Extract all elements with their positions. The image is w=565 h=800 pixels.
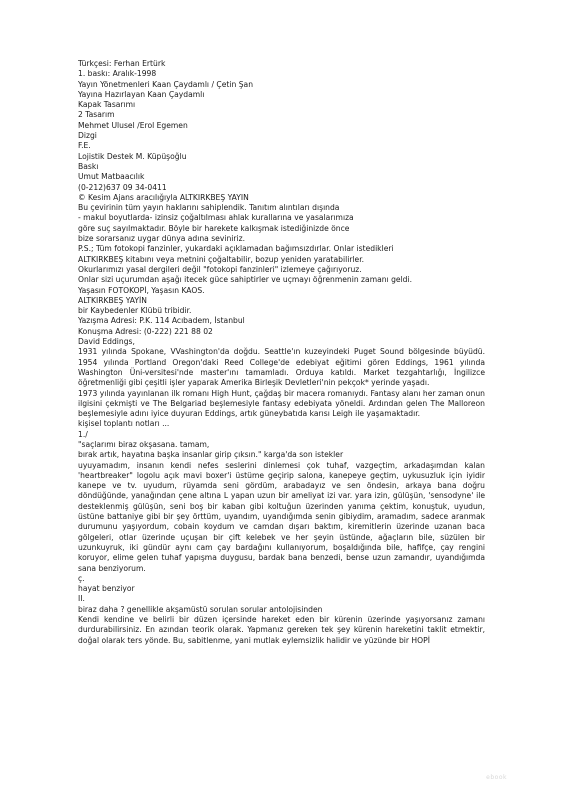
text-line: F.E. xyxy=(78,141,91,151)
text-line: Lojistik Destek M. Küpüşoğlu xyxy=(78,151,187,161)
text-line: Kapak Tasarımı xyxy=(78,100,136,110)
text-line: bırak artık, hayatına başka insanlar girip çıksın." karga'da son istekler xyxy=(78,450,344,460)
text-line: © Kesim Ajans aracılığıyla ALTKIRKBEŞ YAYIN xyxy=(78,192,249,202)
text-line: II. xyxy=(78,594,85,604)
bio-paragraph-2: 1973 yılında yayınlanan ilk romanı High Hunt, çağdaş bir macera romanıydı. Fantasy alanı her zaman onun ilgisini çekmişti ve The Belgariad beşlemesiyle fantasy edebiyata yöneldi. Ardından gelen The Malloreon beşlemesiyle adını iyice duyuran Eddings, artık güneybatıda karısı Leigh ile yaşamaktadır. xyxy=(78,388,485,419)
text-line: ALTKIRKBEŞ kitabını veya metnini çoğaltabilir, bozup yeniden yaratabilirler. xyxy=(78,254,365,264)
bio-paragraph-1: 1931 yılında Spokane, VVashington'da doğdu. Seattle'ın kuzeyindeki Puget Sound bölgesinde büyüdü. 1954 yılında Portland Oregon'daki Reed College'de edebiyat eğitimi gören Eddings, 1961 yılında Washington Üni-versitesi'nde master'ını tamamladı. Orduya katıldı. Market tezgahtarlığı, İngilizce öğretmenliği gibi çeşitli işler yaparak Amerika Birleşik Devletleri'nin pekçok* yerinde yaşadı. xyxy=(78,347,485,388)
text-line: 2 Tasarım xyxy=(78,110,115,120)
text-line: - makul boyutlarda- izinsiz çoğaltılması ahlak kurallarına ve yasalarımıza xyxy=(78,213,354,223)
text-line: David Eddings, xyxy=(78,337,135,347)
text-line: bize sorarsanız uygar dünya adına seviniriz. xyxy=(78,234,246,244)
imprint-block xyxy=(78,59,485,347)
text-line: Bu çevirinin tüm yayın haklarını sahiplendik. Tanıtım alıntıları dışında xyxy=(78,203,340,213)
text-line: 1. baskı: Aralık-1998 xyxy=(78,69,157,79)
text-line: Umut Matbaacılık xyxy=(78,172,145,182)
text-line: 1./ xyxy=(78,429,88,439)
story-header-block xyxy=(78,419,485,460)
text-line: Baskı xyxy=(78,161,99,171)
text-line: ç. xyxy=(78,573,85,583)
text-line: biraz daha ? genellikle akşamüstü sorulan sorular antolojisinden xyxy=(78,604,323,614)
story-paragraph: uyuyamadım, insanın kendi nefes seslerini dinlemesi çok tuhaf, vazgeçtim, arkadaşımdan kalan 'heartbreaker" logolu açık mavi boxer'i üstüme geçirip salona, kanepeye geçtim, uykusuzluk için iyidir kanepe ve tv. uyudum, rüyamda seni gördüm, arabadayız ve sen öndesin, arkaya bana doğru döndüğünde, yanağından çene altına L yapan uzun bir ameliyat izi var. yara izin, gülüşün, 'sensodyne' ile desteklenmiş gülüşün, seni boş bir kaban gibi koltuğun üzerinden yanıma çektim, konuştuk, uyudun, üstüne battaniye gibi bir şey örttüm, uyandım, uyandığımda senin gibiydim, aramadım, sadece aranmak durumunu yaşıyordum, cobain koydum ve camdan dışarı baktım, kiremitlerin üzerinde uzanan baca gölgeleri, otlar üzerinde uçuşan bir çift kelebek ve her şeyin üstünde, ağaçların bile, süzülen bir uzunkuyruk, iki gündür aynı cam çay bardağını kullanıyorum, boşaldığında bile, hafifçe, çay rengini koruyor, elime gelen tuhaf yapışma duygusu, bardak bana benzedi, bense uzun zamandır, uyandığımda sana benziyorum. xyxy=(78,460,485,573)
text-line: Okurlarımızı yasal dergileri değil "fotokopi fanzinleri" izlemeye çağırıyoruz. xyxy=(78,264,362,274)
text-line: kişisel toplantı notları ... xyxy=(78,419,170,429)
page-content xyxy=(78,59,485,646)
watermark: ebook xyxy=(486,774,507,781)
text-line: Konuşma Adresi: (0-222) 221 88 02 xyxy=(78,326,213,336)
text-line: Yaşasın FOTOKOPİ, Yaşasın KAOS. xyxy=(78,285,205,295)
text-line: Mehmet Ulusel /Erol Egemen xyxy=(78,120,188,130)
text-line: hayat benziyor xyxy=(78,584,135,594)
text-line: Yazışma Adresi: P.K. 114 Acıbadem, İstanbul xyxy=(78,316,245,326)
text-line: bir Kaybedenler Klübü tribidir. xyxy=(78,306,192,316)
text-line: göre suç sayılmaktadır. Böyle bir harekete kalkışmak istediğinizde önce xyxy=(78,223,350,233)
text-line: Yayına Hazırlayan Kaan Çaydamlı xyxy=(78,89,205,99)
final-paragraph: Kendi kendine ve belirli bir düzen içersinde hareket eden bir kürenin üzerinde yaşıyorsanız zamanı durdurabilirsiniz. En azından teorik olarak. Yapmanız gereken tek şey kürenin hareketini taklit etmektir, doğal olarak ters yönde. Bu, sabitlenme, yani mutlak eylemsizlik halidir ve yüzünde bir HOPİ xyxy=(78,615,485,645)
text-line: "saçlarımı biraz okşasana. tamam, xyxy=(78,439,210,449)
text-line: Yayın Yönetmenleri Kaan Çaydamlı / Çetin Şan xyxy=(78,79,254,89)
text-line: Dizgi xyxy=(78,131,97,141)
text-line: (0-212)637 09 34-0411 xyxy=(78,182,167,192)
text-line: P.S.; Tüm fotokopi fanzinler, yukardaki açıklamadan bağımsızdırlar. Onlar istedikleri xyxy=(78,244,394,254)
text-line: Onlar sizi uçurumdan aşağı itecek güce sahiptirler ve uçmayı öğrenmenin zamanı geldi. xyxy=(78,275,413,285)
section-header-block xyxy=(78,574,485,615)
text-line: ALTKIRKBEŞ YAYİN xyxy=(78,295,147,305)
text-line: Türkçesi: Ferhan Ertürk xyxy=(78,59,166,68)
